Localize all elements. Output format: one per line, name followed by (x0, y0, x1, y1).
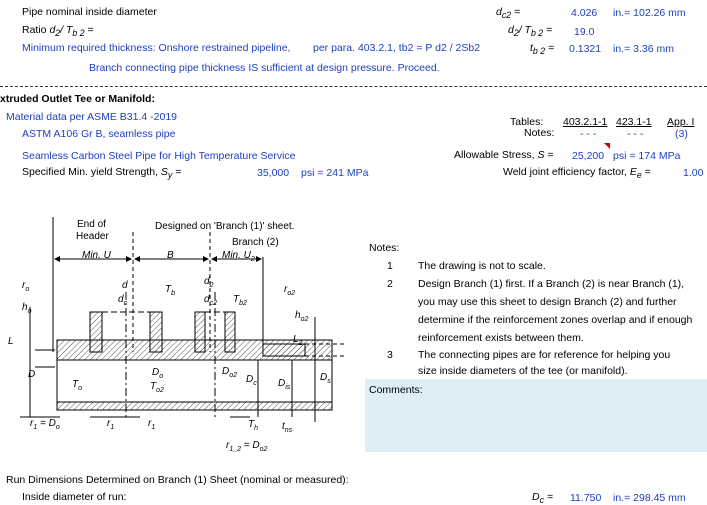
label-dis: $D_{is}$ (278, 378, 291, 391)
label-do2: $D_{o2}$ (222, 366, 238, 379)
run-dc-units: in.= 298.45 mm (613, 492, 686, 504)
label-to2: $T_{o2}$ (150, 381, 164, 394)
label-d: d (122, 280, 128, 291)
ratio-right-symbol: $d_2/$ $T_{b 2}$ = (508, 24, 553, 39)
label-ho: $h_o$ (22, 302, 32, 315)
label-end-of-header: End of (77, 219, 106, 230)
tb2-units: in.= 3.36 mm (613, 43, 674, 55)
comment-indicator (604, 143, 610, 149)
note-2-number: 2 (387, 278, 393, 290)
label-h02: $h_{o2}$ (295, 310, 309, 323)
label-dc: $d_c$ (118, 294, 128, 307)
note-2-line-3: determine if the reinforcement zones overlap and if enough (418, 314, 693, 326)
run-dc-symbol: $D_c$ = (532, 491, 554, 505)
label-min-u2: Min. $U_2$ (222, 250, 255, 263)
note-1-number: 1 (387, 260, 393, 272)
table-link-2[interactable]: 423.1-1 (616, 116, 652, 128)
label-r1-a: $r_1$ (107, 418, 115, 431)
allowable-stress-label: Allowable Stress, S = (454, 149, 554, 161)
yield-strength-units: psi = 241 MPa (301, 167, 369, 179)
tb2-value: 0.1321 (569, 43, 602, 55)
label-th: $T_h$ (248, 419, 259, 432)
material-spec[interactable]: ASTM A106 Gr B, seamless pipe (22, 128, 176, 140)
note-2-line-2: you may use this sheet to design Branch (2) and further (418, 296, 677, 308)
weld-efficiency-label: Weld joint efficiency factor, $E_e$ = (503, 166, 651, 181)
notes-heading: Notes: (369, 242, 400, 254)
run-dimensions-heading: Run Dimensions Determined on Branch (1) Sheet (nominal or measured): (6, 474, 349, 486)
note-2-line-1: Design Branch (1) first. If a Branch (2) is near Branch (1), (418, 278, 685, 290)
label-d2: $d_2$ (204, 276, 214, 289)
label-b: B (167, 250, 174, 261)
label-tb2: $T_{b2}$ (233, 294, 247, 307)
note-ref-1: - - - (580, 128, 597, 140)
material-source: Material data per ASME B31.4 -2019 (6, 111, 178, 123)
min-thickness-formula: per para. 403.2.1, tb2 = P d2 / 2Sb2 (313, 42, 481, 54)
label-d-cap: D (28, 369, 36, 380)
dc2-value[interactable]: 4.026 (571, 7, 598, 19)
material-description: Seamless Carbon Steel Pipe for High Temperature Service (22, 150, 296, 162)
label-r1-eq-do: $r_1 = D_o$ (30, 418, 60, 431)
label-designed-on: Designed on 'Branch (1)' sheet. (155, 221, 295, 232)
label-r1-2: $r_{1\_2} = D_{o2}$ (226, 440, 268, 453)
label-dc-cap: $D_c$ (246, 374, 257, 387)
table-link-1[interactable]: 403.2.1-1 (563, 116, 608, 128)
section-divider (0, 86, 707, 87)
label-min-u: Min. U (82, 250, 111, 261)
pipe-nominal-label: Pipe nominal inside diameter (22, 6, 157, 18)
label-do: $D_o$ (152, 367, 164, 380)
note-1-line-1: The drawing is not to scale. (418, 260, 546, 272)
tables-label: Tables: (510, 116, 544, 128)
weld-efficiency-value: 1.00 (683, 167, 704, 179)
ratio-value: 19.0 (574, 26, 595, 38)
notes-label: Notes: (524, 127, 555, 139)
label-r1-b: $r_1$ (148, 418, 156, 431)
tee-diagram (0, 212, 365, 457)
note-ref-3: (3) (675, 128, 688, 140)
run-inside-diameter-label: Inside diameter of run: (22, 491, 127, 503)
table-link-3[interactable]: App. I (667, 116, 695, 128)
label-l2: $L_2$ (293, 334, 303, 347)
run-dc-value[interactable]: 11.750 (570, 492, 602, 504)
note-3-line-1: The connecting pipes are for reference for helping you (418, 349, 671, 361)
comments-label: Comments: (369, 384, 423, 396)
label-branch2: Branch (2) (232, 237, 279, 248)
label-dc2: $d_{c2}$ (204, 294, 217, 307)
tb2-symbol: $t_{b 2}$ = (530, 42, 555, 57)
allowable-stress-units: psi = 174 MPa (613, 150, 681, 162)
allowable-stress-value: 25,200 (572, 150, 605, 162)
note-ref-2: - - - (627, 128, 644, 140)
min-thickness-label: Minimum required thickness: Onshore restrained pipeline, (22, 42, 291, 54)
yield-strength-value: 35,000 (257, 167, 290, 179)
label-end-of-header-2: Header (76, 231, 109, 242)
dc2-symbol: $d_{c2}$ = (496, 6, 521, 21)
section-title: xtruded Outlet Tee or Manifold: (0, 93, 155, 105)
label-ro: $r_o$ (22, 280, 30, 293)
label-r02: $r_{o2}$ (284, 284, 296, 297)
label-tb: $T_b$ (165, 284, 176, 297)
ratio-label: Ratio $d_2/$ $T_{b 2}$ = (22, 24, 94, 39)
note-3-line-2: size inside diameters of the tee (or manifold). (418, 365, 628, 377)
label-ds: $D_s$ (320, 372, 331, 385)
yield-strength-label: Specified Min. yield Strength, $S_y$ = (22, 166, 182, 181)
label-to: $T_o$ (72, 379, 83, 392)
note-3-number: 3 (387, 349, 393, 361)
label-l: L (8, 336, 14, 347)
branch-status-message: Branch connecting pipe thickness IS sufficient at design pressure. Proceed. (89, 62, 440, 74)
note-2-line-4: reinforcement exists between them. (418, 332, 584, 344)
dc2-units: in.= 102.26 mm (613, 7, 686, 19)
label-tns: $t_{ns}$ (282, 421, 293, 434)
